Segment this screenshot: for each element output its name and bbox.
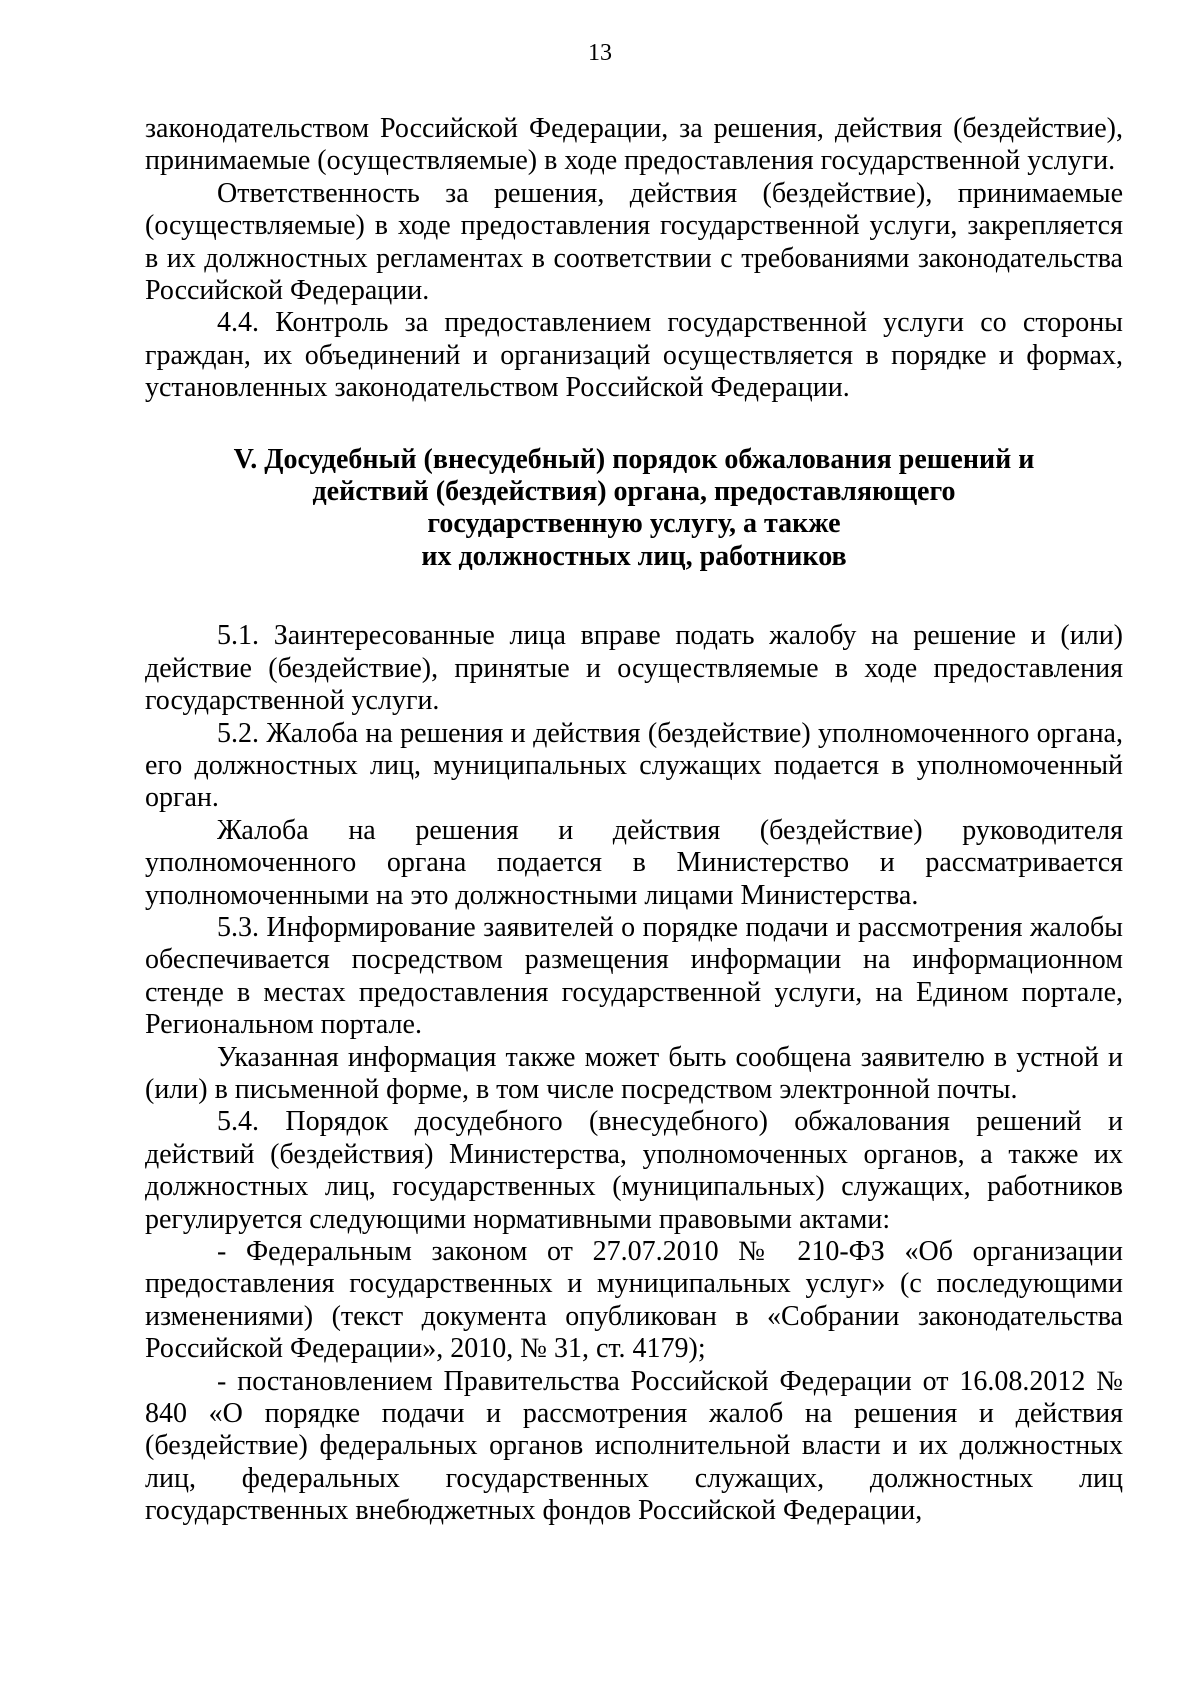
paragraph-responsibility: Ответственность за решения, действия (бездействие), принимаемые (осуществляемые) в ходе предоставления государственной услуги, закрепляется в их должностных регламентах в соответствии с требованиями законодательства Российской Федерации. (145, 177, 1123, 307)
paragraph-info-oral: Указанная информация также может быть сообщена заявителю в устной и (или) в письменной форме, в том числе посредством электронной почты. (145, 1041, 1123, 1105)
paragraph-4-4: 4.4. Контроль за предоставлением государственной услуги со стороны граждан, их объединений и организаций осуществляется в порядке и формах, установленных законодательством Российской Федерации. (145, 307, 1123, 404)
paragraph-5-4: 5.4. Порядок досудебного (внесудебного) обжалования решений и действий (бездействия) Министерства, уполномоченных органов, а также их должностных лиц, государственных (муниципальных) служащих, работников регулируется следующими нормативными правовыми актами: (145, 1106, 1123, 1235)
paragraph-5-1: 5.1. Заинтересованные лица вправе подать жалобу на решение и (или) действие (бездействие), принятые и осуществляемые в ходе предоставления государственной услуги. (145, 620, 1123, 717)
section-heading-line: действий (бездействия) органа, предоставляющего (312, 476, 956, 508)
document-body (145, 113, 1123, 1528)
paragraph-complaint-head: Жалоба на решения и действия (бездействие) руководителя уполномоченного органа подается в Министерство и рассматривается уполномоченными на это должностными лицами Министерства. (145, 814, 1123, 911)
list-item-federal-law: - Федеральным законом от 27.07.2010 № 210-ФЗ «Об организации предоставления государственных и муниципальных услуг» (с последующими изменениями) (текст документа опубликован в «Собрании законодательства Российской Федерации», 2010, № 31, ст. 4179); (145, 1236, 1123, 1365)
paragraph-5-3: 5.3. Информирование заявителей о порядке подачи и рассмотрения жалобы обеспечивается посредством размещения информации на информационном стенде в местах предоставления государственной услуги, на Едином портале, Региональном портале. (145, 911, 1123, 1041)
paragraph-5-2: 5.2. Жалоба на решения и действия (бездействие) уполномоченного органа, его должностных лиц, муниципальных служащих подается в уполномоченный орган. (145, 717, 1123, 814)
paragraph-continuation: законодательством Российской Федерации, за решения, действия (бездействие), принимаемые (осуществляемые) в ходе предоставления государственной услуги. (145, 113, 1123, 177)
list-item-government-decree: - постановлением Правительства Российской Федерации от 16.08.2012 № 840 «О порядке подачи и рассмотрения жалоб на решения и действия (бездействие) федеральных органов исполнительной власти и их должностных лиц, федеральных государственных служащих, должностных лиц государственных внебюджетных фондов Российской Федерации, (145, 1365, 1123, 1527)
section-heading-line: V. Досудебный (внесудебный) порядок обжалования решений и (233, 443, 1035, 475)
section-heading-line: государственную услугу, а также (427, 508, 841, 540)
section-heading (145, 444, 1123, 574)
page-number: 13 (588, 40, 612, 66)
section-heading-line: их должностных лиц, работников (421, 540, 847, 572)
